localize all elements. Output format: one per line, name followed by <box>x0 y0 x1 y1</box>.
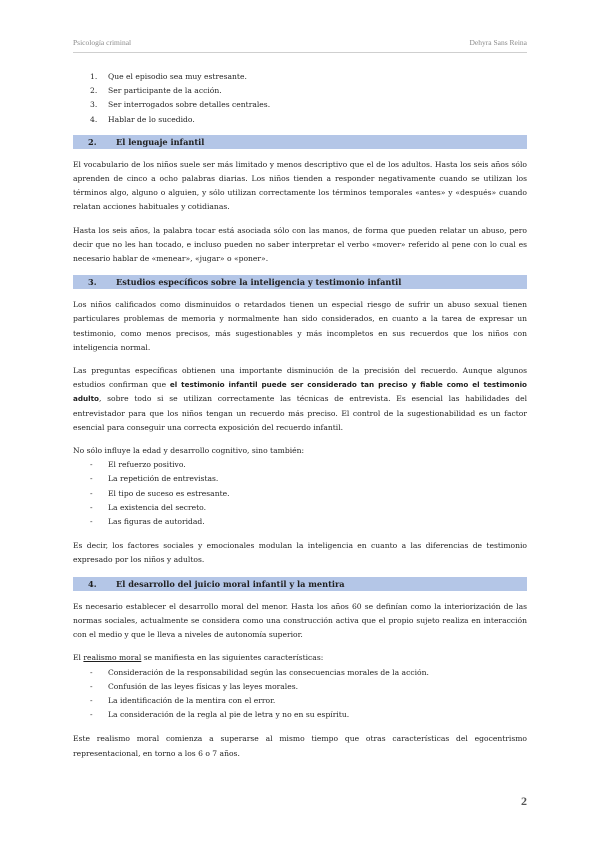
page-number: 2 <box>521 794 527 808</box>
paragraph: Es decir, los factores sociales y emocionales modulan la inteligencia en cuanto a las diferencias de testimonio expresado por los niños y adultos. <box>73 541 527 565</box>
list-item: - La consideración de la regla al pie de letra y no en su espíritu. <box>73 708 527 722</box>
page-content <box>73 70 527 770</box>
list-item: - El refuerzo positivo. <box>73 458 527 472</box>
list-item: - Consideración de la responsabilidad según las consecuencias morales de la acción. <box>73 666 527 680</box>
header-right: Dehyra Sans Reina <box>469 38 527 47</box>
underlined-term: realismo moral <box>83 653 142 663</box>
bold-text: el testimonio infantil puede ser considerado tan preciso y fiable como el testimonio adulto <box>73 380 527 404</box>
intro-list <box>73 70 527 127</box>
list-item: - La existencia del secreto. <box>73 501 527 515</box>
characteristics-list <box>73 666 527 723</box>
header-left: Psicología criminal <box>73 38 132 47</box>
list-item: 2. Ser participante de la acción. <box>90 86 222 96</box>
section-heading-4: 4. El desarrollo del juicio moral infantil y la mentira <box>73 577 527 591</box>
paragraph: Hasta los seis años, la palabra tocar está asociada sólo con las manos, de forma que pueden relatar un abuso, pero decir que no les han tocado, e incluso pueden no saber interpretar el verbo «mover» referido al pene con lo cual es necesario hablar de «menear», «jugar» o «poner». <box>73 225 527 264</box>
list-item: 1. Que el episodio sea muy estresante. <box>90 72 247 81</box>
paragraph: Los niños calificados como disminuidos o retardados tienen un especial riesgo de sufrir un abuso sexual tienen particulares problemas de memoria y normalmente han sido considerados, en cuanto a la tarea de expresar un testimonio, como menos precisos, más sugestionables y más incompletos en sus recuerdos que los niños con inteligencia normal. <box>73 300 527 352</box>
paragraph: Este realismo moral comienza a superarse al mismo tiempo que otras características del egocentrismo representacional, en torno a los 6 o 7 años. <box>73 734 527 758</box>
list-item: - Confusión de las leyes físicas y las leyes morales. <box>73 680 527 694</box>
list-item: - Las figuras de autoridad. <box>73 515 527 529</box>
paragraph: Las preguntas específicas obtienen una importante disminución de la precisión del recuerdo. Aunque algunos estudios confirman que el testimonio infantil puede ser considerado tan preciso y fiable como el testimonio adulto, sobre todo si se utilizan correctamente las técnicas de entrevista. Es esencial las habilidades del entrevistador para que los niños tengan un recuerdo más preciso. El control de la sugestionabilidad es un factor esencial para conseguir una correcta exposición del recuerdo infantil. <box>73 366 527 432</box>
paragraph: El vocabulario de los niños suele ser más limitado y menos descriptivo que el de los adultos. Hasta los seis años sólo aprenden de cinco a ocho palabras diarias. Los niños tienden a responder negativamente cuando se utilizan los términos algo, alguno o alguien, y sólo utilizan correctamente los términos temporales «antes» y «después» cuando relatan acciones habituales y cotidianas. <box>73 159 527 212</box>
list-item: 3. Ser interrogados sobre detalles centrales. <box>90 100 271 110</box>
paragraph: El realismo moral se manifiesta en las siguientes características: <box>73 653 324 663</box>
list-item: - El tipo de suceso es estresante. <box>73 487 527 501</box>
paragraph: No sólo influye la edad y desarrollo cognitivo, sino también: <box>73 446 305 456</box>
section-heading-2: 2. El lenguaje infantil <box>73 135 527 149</box>
list-item: 4. Hablar de lo sucedido. <box>90 114 195 124</box>
list-item: - La identificación de la mentira con el error. <box>73 694 527 708</box>
paragraph: Es necesario establecer el desarrollo moral del menor. Hasta los años 60 se definían como la interiorización de las normas sociales, actualmente se considera como una construcción activa que el propio sujeto realiza en interacción con el medio y que le lleva a niveles de autonomía superior. <box>73 601 527 640</box>
list-item: - La repetición de entrevistas. <box>73 472 527 486</box>
factors-list <box>73 458 527 529</box>
header-divider <box>73 52 527 53</box>
section-heading-3: 3. Estudios específicos sobre la inteligencia y testimonio infantil <box>73 275 527 289</box>
